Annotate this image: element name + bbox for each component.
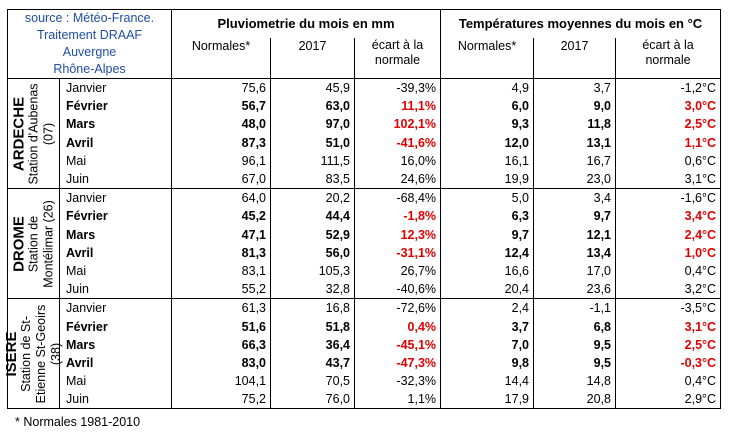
temp-normal-cell: 6,0: [441, 97, 534, 115]
rain-normal-cell: 75,2: [172, 390, 271, 409]
temp-2017-cell: -1,1: [534, 299, 616, 318]
source-line-1: source : Météo-France.: [24, 11, 155, 25]
rain-normal-cell: 83,0: [172, 354, 271, 372]
rain-ecart-cell: 26,7%: [355, 262, 441, 280]
rain-ecart-cell: 24,6%: [355, 170, 441, 189]
station-label-text: [4, 304, 64, 403]
temp-ecart-cell: -0,3°C: [616, 354, 721, 372]
rain-2017-cell: 111,5: [271, 152, 355, 170]
temp-normal-cell: 9,7: [441, 226, 534, 244]
rain-normal-cell: 104,1: [172, 372, 271, 390]
month-cell: Février: [66, 209, 108, 224]
temp-ecart-cell: 1,1°C: [616, 134, 721, 152]
rain-2017-cell: 51,0: [271, 134, 355, 152]
temp-ecart-cell: 3,0°C: [616, 97, 721, 115]
table-row: [8, 97, 721, 115]
rain-2017-cell: 44,4: [271, 207, 355, 225]
rain-normal-cell: 67,0: [172, 170, 271, 189]
table-row: [8, 244, 721, 262]
rain-ecart-cell: 12,3%: [355, 226, 441, 244]
station-name-line: Station de St-: [18, 315, 33, 392]
station-label: [8, 189, 60, 299]
month-cell: Juin: [60, 280, 172, 299]
temp-ecart-cell: 2,4°C: [616, 226, 721, 244]
rain-2017-cell: 52,9: [271, 226, 355, 244]
station-label: [8, 79, 60, 189]
table-body: [2, 79, 721, 409]
month-cell: Mai: [66, 263, 87, 278]
table-row: [8, 170, 721, 189]
temp-normal-cell: 9,8: [441, 354, 534, 372]
rain-2017-cell: 32,8: [271, 280, 355, 299]
table-row: [8, 354, 721, 372]
rain-normal-cell: 55,2: [172, 280, 271, 299]
month-cell: Janvier: [66, 81, 107, 96]
department-name: ISERE: [2, 331, 20, 377]
month-cell: Juin: [60, 390, 172, 409]
temp-2017-cell: 14,8: [534, 372, 616, 390]
footnote: * Normales 1981-2010: [15, 415, 141, 429]
table-row: [8, 134, 721, 152]
temp-year-header: 2017: [534, 38, 616, 78]
rain-ecart-cell: 0,4%: [355, 317, 441, 335]
source-line-2: Traitement DRAAF Auvergne: [36, 28, 143, 59]
table-row: [8, 372, 721, 390]
temp-2017-cell: 13,1: [534, 134, 616, 152]
temp-2017-cell: 6,8: [534, 317, 616, 335]
rain-ecart-cell: -32,3%: [355, 372, 441, 390]
temp-normal-cell: 19,9: [441, 170, 534, 189]
temp-group-header: Températures moyennes du mois en °C: [441, 10, 721, 39]
rain-2017-cell: 105,3: [271, 262, 355, 280]
rain-2017-cell: 43,7: [271, 354, 355, 372]
month-cell: Mai: [66, 153, 87, 168]
temp-normal-cell: 4,9: [441, 79, 534, 98]
rain-normal-cell: 81,3: [172, 244, 271, 262]
temp-normal-cell: 2,4: [441, 299, 534, 318]
temp-normal-cell: 9,3: [441, 115, 534, 133]
source-line-3: Rhône-Alpes: [53, 62, 126, 76]
rain-normal-cell: 56,7: [172, 97, 271, 115]
temp-normales-header: Normales*: [441, 38, 534, 78]
station-name-line: (07): [41, 122, 55, 145]
rain-normales-header: Normales*: [172, 38, 271, 78]
station-label: [2, 299, 63, 409]
rain-ecart-cell: -31,1%: [355, 244, 441, 262]
month-cell: Mars: [66, 227, 96, 242]
rain-group-header: Pluviometrie du mois en mm: [172, 10, 441, 39]
rain-normal-cell: 61,3: [172, 299, 271, 318]
temp-2017-cell: 3,4: [534, 189, 616, 208]
table-row: [8, 280, 721, 299]
rain-normal-cell: 64,0: [172, 189, 271, 208]
department-name: ARDECHE: [10, 96, 27, 171]
rain-ecart-cell: -1,8%: [355, 207, 441, 225]
table-row: [8, 317, 721, 335]
temp-ecart-cell: 1,0°C: [616, 244, 721, 262]
rain-2017-cell: 70,5: [271, 372, 355, 390]
rain-2017-cell: 20,2: [271, 189, 355, 208]
month-cell: Mars: [66, 337, 96, 352]
temp-2017-cell: 9,5: [534, 336, 616, 354]
temp-ecart-cell: 0,6°C: [616, 152, 721, 170]
climate-table: [2, 9, 721, 409]
temp-normal-cell: 17,9: [441, 390, 534, 409]
temp-2017-cell: 17,0: [534, 262, 616, 280]
rain-ecart-cell: 102,1%: [355, 115, 441, 133]
rain-2017-cell: 97,0: [271, 115, 355, 133]
rain-normal-cell: 48,0: [172, 115, 271, 133]
temp-ecart-cell: 3,1°C: [616, 170, 721, 189]
temp-ecart-cell: -1,2°C: [616, 79, 721, 98]
rain-normal-cell: 51,6: [172, 317, 271, 335]
month-cell: Juin: [60, 170, 172, 189]
table-row: [8, 336, 721, 354]
temp-normal-cell: 12,4: [441, 244, 534, 262]
station-name-line: Station d'Aubenas: [26, 83, 40, 185]
temp-normal-cell: 12,0: [441, 134, 534, 152]
table-row: [8, 390, 721, 409]
station-name-line: Montélimar (26): [41, 199, 55, 288]
temp-2017-cell: 16,7: [534, 152, 616, 170]
table-row: [8, 207, 721, 225]
temp-2017-cell: 13,4: [534, 244, 616, 262]
temp-2017-cell: 9,0: [534, 97, 616, 115]
rain-2017-cell: 76,0: [271, 390, 355, 409]
temp-2017-cell: 23,0: [534, 170, 616, 189]
temp-2017-cell: 9,7: [534, 207, 616, 225]
temp-normal-cell: 14,4: [441, 372, 534, 390]
month-cell: Février: [66, 319, 108, 334]
temp-ecart-cell: 3,2°C: [616, 280, 721, 299]
rain-ecart-cell: -41,6%: [355, 134, 441, 152]
table-row: [8, 189, 721, 208]
temp-ecart-cell: 2,5°C: [616, 336, 721, 354]
temp-ecart-cell: 3,4°C: [616, 207, 721, 225]
temp-ecart-cell: -3,5°C: [616, 299, 721, 318]
temp-ecart-header: écart à la normale: [616, 38, 721, 78]
rain-normal-cell: 87,3: [172, 134, 271, 152]
station-label-text: [11, 83, 56, 184]
rain-ecart-cell: -47,3%: [355, 354, 441, 372]
rain-normal-cell: 47,1: [172, 226, 271, 244]
rain-normal-cell: 66,3: [172, 336, 271, 354]
rain-ecart-header: écart à la normale: [355, 38, 441, 78]
temp-2017-cell: 3,7: [534, 79, 616, 98]
rain-2017-cell: 16,8: [271, 299, 355, 318]
rain-2017-cell: 45,9: [271, 79, 355, 98]
rain-ecart-cell: -39,3%: [355, 79, 441, 98]
table-row: [8, 262, 721, 280]
table-row: [8, 115, 721, 133]
rain-ecart-cell: -68,4%: [355, 189, 441, 208]
temp-normal-cell: 6,3: [441, 207, 534, 225]
station-name-line: Station de: [26, 215, 40, 272]
temp-ecart-cell: 2,5°C: [616, 115, 721, 133]
month-cell: Février: [66, 99, 108, 114]
temp-normal-cell: 3,7: [441, 317, 534, 335]
rain-ecart-cell: -45,1%: [355, 336, 441, 354]
temp-normal-cell: 5,0: [441, 189, 534, 208]
temp-ecart-cell: 0,4°C: [616, 372, 721, 390]
rain-year-header: 2017: [271, 38, 355, 78]
temp-2017-cell: 12,1: [534, 226, 616, 244]
month-cell: Mai: [66, 374, 87, 389]
temp-ecart-cell: -1,6°C: [616, 189, 721, 208]
rain-normal-cell: 75,6: [172, 79, 271, 98]
rain-ecart-cell: -40,6%: [355, 280, 441, 299]
month-cell: Mars: [66, 117, 96, 132]
rain-2017-cell: 36,4: [271, 336, 355, 354]
temp-2017-cell: 20,8: [534, 390, 616, 409]
rain-ecart-cell: 1,1%: [355, 390, 441, 409]
month-cell: Avril: [66, 355, 94, 370]
temp-normal-cell: 16,1: [441, 152, 534, 170]
month-cell: Janvier: [66, 301, 107, 316]
table-row: [8, 79, 721, 98]
rain-normal-cell: 96,1: [172, 152, 271, 170]
rain-2017-cell: 51,8: [271, 317, 355, 335]
temp-normal-cell: 20,4: [441, 280, 534, 299]
month-cell: Avril: [66, 245, 94, 260]
department-name: DROME: [10, 215, 27, 272]
station-label-text: [11, 200, 56, 288]
table-row: [8, 299, 721, 318]
rain-normal-cell: 45,2: [172, 207, 271, 225]
temp-2017-cell: 9,5: [534, 354, 616, 372]
rain-2017-cell: 83,5: [271, 170, 355, 189]
rain-ecart-cell: 11,1%: [355, 97, 441, 115]
temp-ecart-cell: 3,1°C: [616, 317, 721, 335]
source-note: [8, 10, 172, 79]
temp-ecart-cell: 2,9°C: [616, 390, 721, 409]
temp-normal-cell: 7,0: [441, 336, 534, 354]
temp-normal-cell: 16,6: [441, 262, 534, 280]
temp-ecart-cell: 0,4°C: [616, 262, 721, 280]
temp-2017-cell: 23,6: [534, 280, 616, 299]
rain-normal-cell: 83,1: [172, 262, 271, 280]
rain-2017-cell: 63,0: [271, 97, 355, 115]
temp-2017-cell: 11,8: [534, 115, 616, 133]
table-row: [8, 226, 721, 244]
station-name-line: (38): [48, 342, 63, 365]
rain-ecart-cell: -72,6%: [355, 299, 441, 318]
rain-ecart-cell: 16,0%: [355, 152, 441, 170]
month-cell: Janvier: [66, 191, 107, 206]
rain-2017-cell: 56,0: [271, 244, 355, 262]
station-name-line: Etienne St-Geoirs: [33, 304, 48, 404]
table-row: [8, 152, 721, 170]
month-cell: Avril: [66, 135, 94, 150]
